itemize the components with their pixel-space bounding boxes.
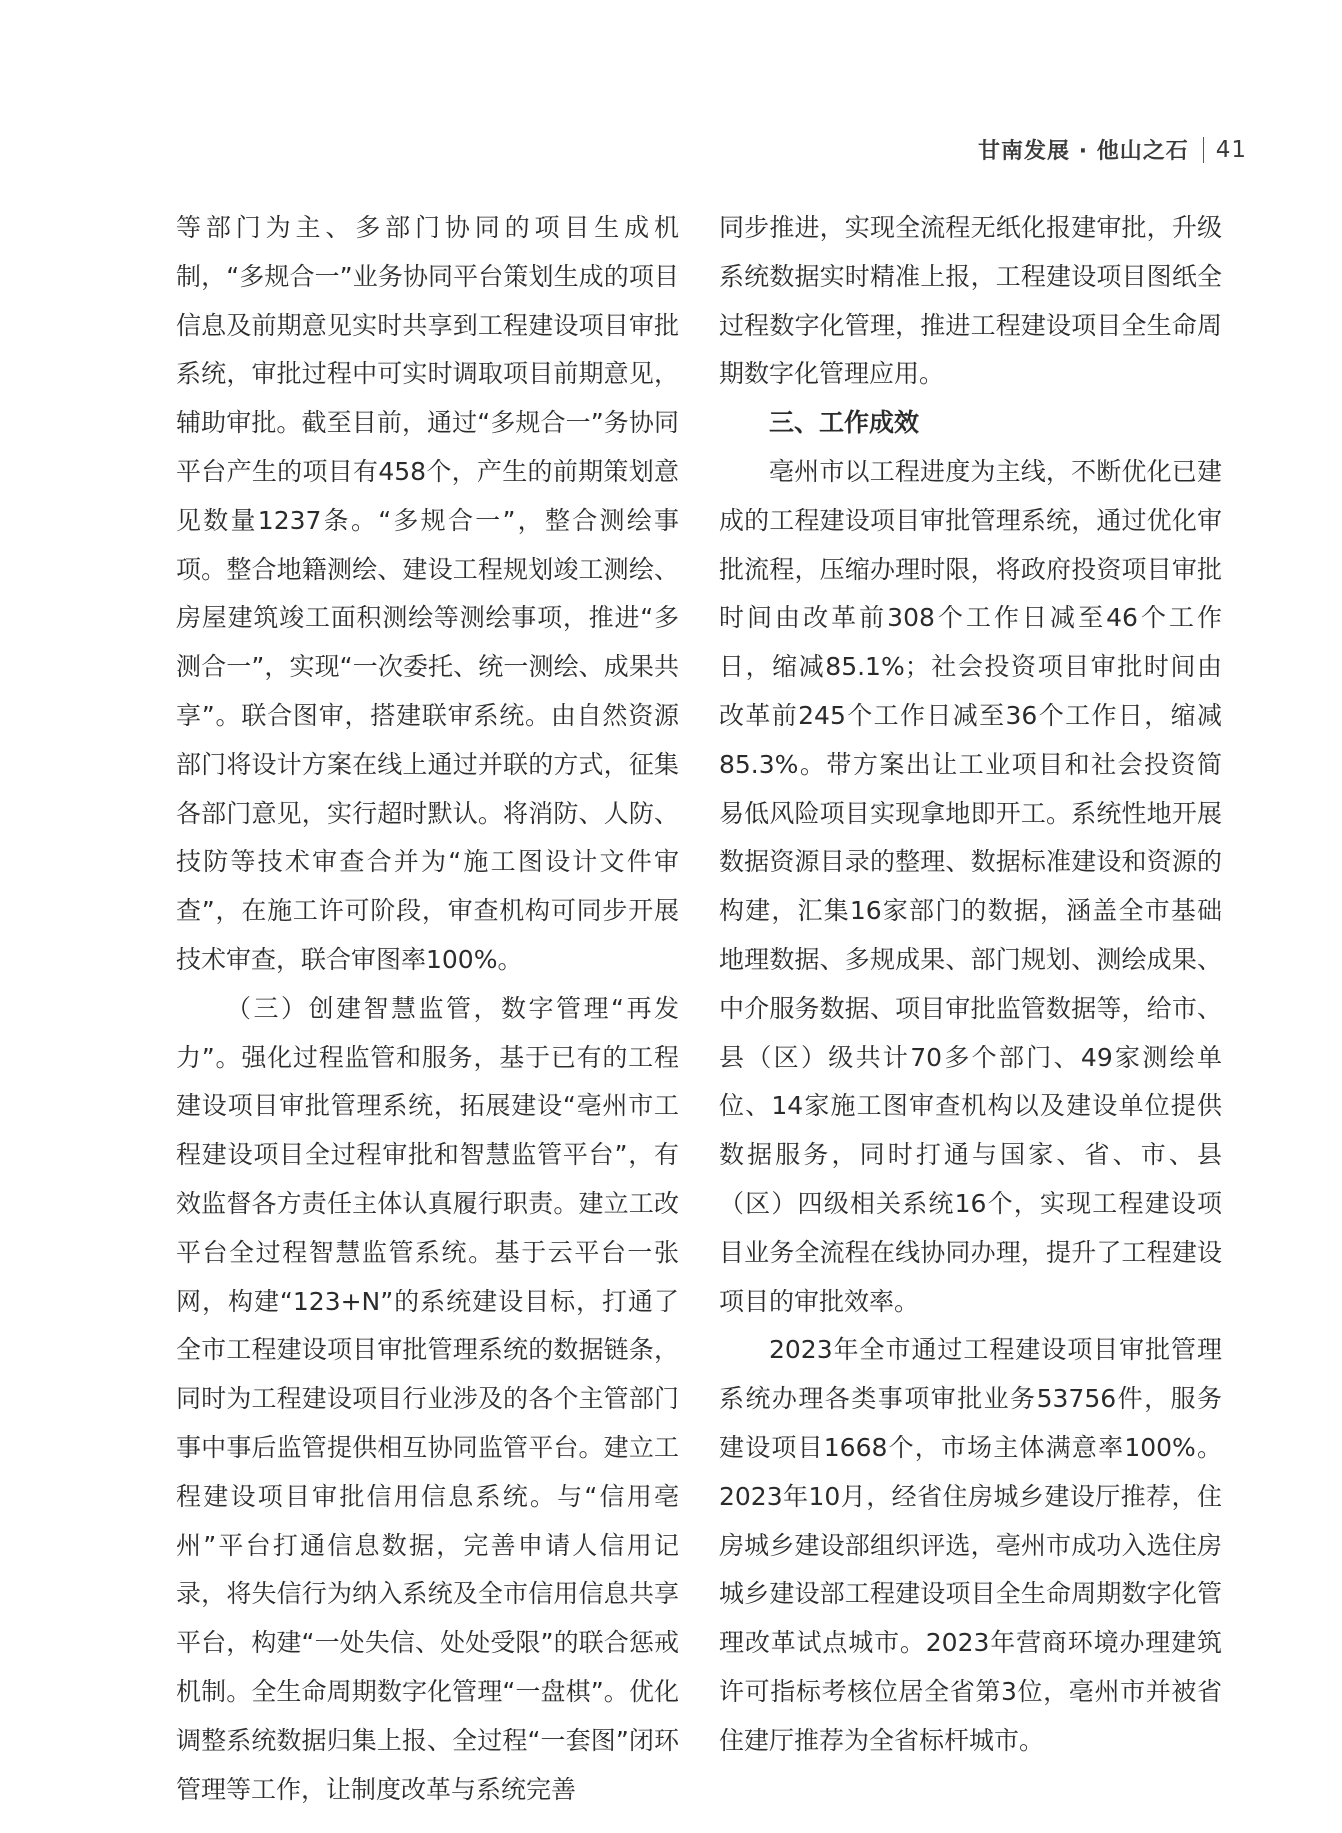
left-paragraph-1: 等部门为主、多部门协同的项目生成机制，“多规合一”业务协同平台策划生成的项目信息及前期意见实时共享到工程建设项目审批系统，审批过程中可实时调取项目前期意见，辅助审批。截至目前，通过“多规合一”务协同平台产生的项目有458个，产生的前期策划意见数量1237条。“多规合一”，整合测绘事项。整合地籍测绘、建设工程规划竣工测绘、房屋建筑竣工面积测绘等测绘事项，推进“多测合一”，实现“一次委托、统一测绘、成果共享”。联合图审，搭建联审系统。由自然资源部门将设计方案在线上通过并联的方式，征集各部门意见，实行超时默认。将消防、人防、技防等技术审查合并为“施工图设计文件审查”，在施工许可阶段，审查机构可同步开展技术审查，联合审图率100%。 — [176, 213, 679, 974]
section-title: 甘南发展 · 他山之石 — [978, 139, 1189, 164]
right-paragraph-2: 亳州市以工程进度为主线，不断优化已建成的工程建设项目审批管理系统，通过优化审批流程，压缩办理时限，将政府投资项目审批时间由改革前308个工作日减至46个工作日，缩减85.1%；社会投资项目审批时间由改革前245个工作日减至36个工作日，缩减85.3%。带方案出让工业项目和社会投资简易低风险项目实现拿地即开工。系统性地开展数据资源目录的整理、数据标准建设和资源的构建，汇集16家部门的数据，涵盖全市基础地理数据、多规成果、部门规划、测绘成果、中介服务数据、项目审批监管数据等，给市、县（区）级共计70多个部门、49家测绘单位、14家施工图审查机构以及建设单位提供数据服务，同时打通与国家、省、市、县（区）四级相关系统16个，实现工程建设项目业务全流程在线协同办理，提升了工程建设项目的审批效率。 — [719, 456, 1222, 1316]
section-heading: 三、工作成效 — [769, 408, 920, 438]
right-column — [719, 204, 1222, 1766]
page-number: 41 — [1215, 136, 1247, 163]
right-paragraph-3: 2023年全市通过工程建设项目审批管理系统办理各类事项审批业务53756件，服务建设项目1668个，市场主体满意率100%。2023年10月，经省住房城乡建设厅推荐，住房城乡建设部组织评选，亳州市成功入选住房城乡建设部工程建设项目全生命周期数字化管理改革试点城市。2023年营商环境办理建筑许可指标考核位居全省第3位，亳州市并被省住建厅推荐为全省标杆城市。 — [719, 1335, 1222, 1755]
left-column — [176, 204, 679, 1814]
header-divider — [1203, 137, 1204, 163]
running-header — [978, 134, 1247, 165]
right-paragraph-1: 同步推进，实现全流程无纸化报建审批，升级系统数据实时精准上报，工程建设项目图纸全过程数字化管理，推进工程建设项目全生命周期数字化管理应用。 — [719, 213, 1222, 389]
left-paragraph-2: （三）创建智慧监管，数字管理“再发力”。强化过程监管和服务，基于已有的工程建设项目审批管理系统，拓展建设“亳州市工程建设项目全过程审批和智慧监管平台”，有效监督各方责任主体认真履行职责。建立工改平台全过程智慧监管系统。基于云平台一张网，构建“123+N”的系统建设目标，打通了全市工程建设项目审批管理系统的数据链条，同时为工程建设项目行业涉及的各个主管部门事中事后监管提供相互协同监管平台。建立工程建设项目审批信用信息系统。与“信用亳州”平台打通信息数据，完善申请人信用记录，将失信行为纳入系统及全市信用信息共享平台，构建“一处失信、处处受限”的联合惩戒机制。全生命周期数字化管理“一盘棋”。优化调整系统数据归集上报、全过程“一套图”闭环管理等工作，让制度改革与系统完善 — [176, 993, 679, 1804]
